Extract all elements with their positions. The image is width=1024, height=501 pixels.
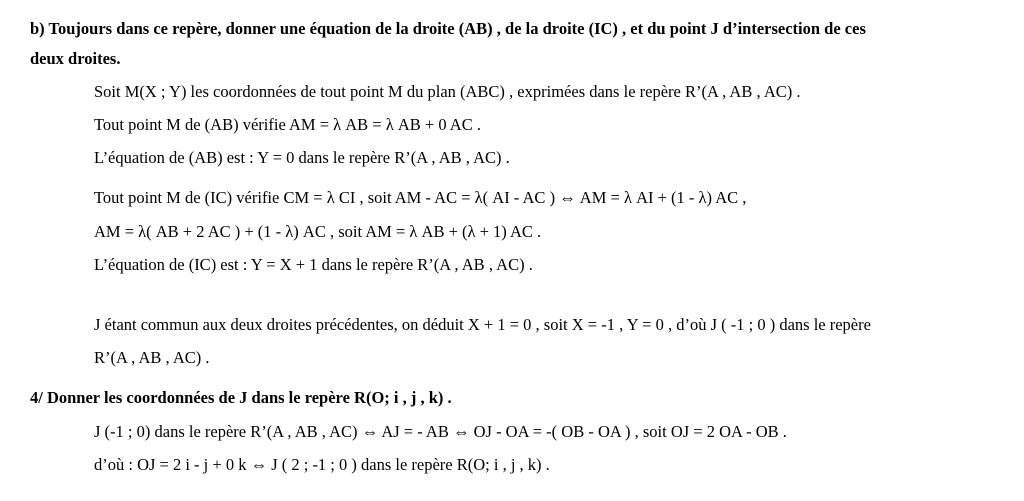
part-b-line-1: Soit M(X ; Y) les coordonnées de tout point M du plan (ABC) , exprimées dans le repère R’(A , AB , AC) . [94,82,801,101]
part-b-line-4: Tout point M de (IC) vérifie CM = λ CI , soit AM - AC = λ( AI - AC ) ⇔ AM = λ AI + (1 - λ) AC , [94,188,747,207]
part-b-line-5: AM = λ( AB + 2 AC ) + (1 - λ) AC , soit AM = λ AB + (λ + 1) AC . [94,222,542,241]
part-b-line-3: L’équation de (AB) est : Y = 0 dans le repère R’(A , AB , AC) . [94,148,510,167]
part-b-question-line2: deux droites. [30,49,121,68]
j-conclusion-line2: R’(A , AB , AC) . [94,348,210,367]
part-b-line-6: L’équation de (IC) est : Y = X + 1 dans le repère R’(A , AB , AC) . [94,255,533,274]
part-4-line-1: J (-1 ; 0) dans le repère R’(A , AB , AC) ⇔ AJ = - AB ⇔ OJ - OA = -( OB - OA ) , soit OJ = 2 OA - OB . [94,422,787,441]
part-b-line-2: Tout point M de (AB) vérifie AM = λ AB = λ AB + 0 AC . [94,115,481,134]
j-conclusion-line1: J étant commun aux deux droites précédentes, on déduit X + 1 = 0 , soit X = -1 , Y = 0 , d’où J ( -1 ; 0 ) dans le repère [94,315,871,334]
part-4-line-2: d’où : OJ = 2 i - j + 0 k ⇔ J ( 2 ; -1 ; 0 ) dans le repère R(O; i , j , k) . [94,455,550,474]
part-4-question: 4/ Donner les coordonnées de J dans le repère R(O; i , j , k) . [30,388,452,407]
part-b-question-line1: b) Toujours dans ce repère, donner une équation de la droite (AB) , de la droite (IC) , et du point J d’intersection de ces [30,19,866,38]
